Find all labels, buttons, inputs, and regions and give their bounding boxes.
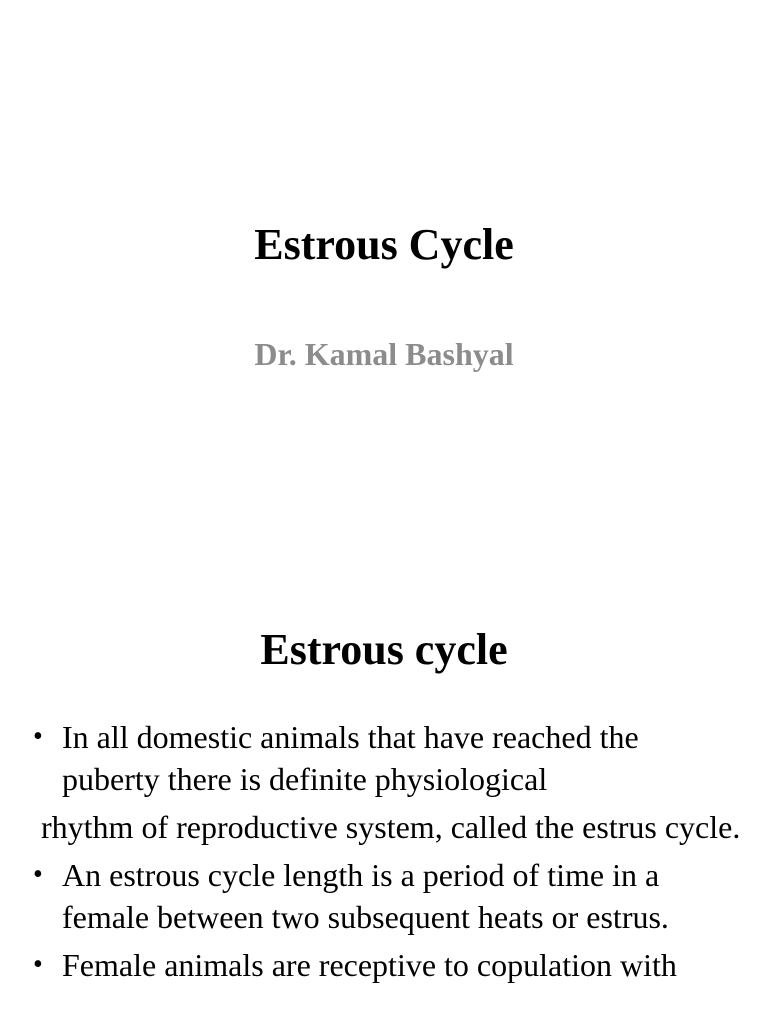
bullet-text: In all domestic animals that have reached the puberty there is definite physiological — [62, 719, 639, 797]
bullet-item — [33, 944, 743, 986]
presentation-title: Estrous Cycle — [254, 220, 514, 269]
bullet-item — [33, 716, 743, 800]
bullet-text: An estrous cycle length is a period of time in a female between two subsequent heats or estrus. — [62, 857, 669, 935]
bullet-item — [33, 854, 743, 938]
continuation-text: rhythm of reproductive system, called the estrus cycle. — [33, 809, 741, 845]
bullet-icon: • — [33, 859, 43, 890]
author-name: Dr. Kamal Bashyal — [254, 336, 514, 372]
content-slide — [0, 576, 768, 1024]
bullet-text: Female animals are receptive to copulation with — [62, 947, 677, 983]
bullet-icon: • — [33, 721, 43, 752]
bullet-icon: • — [33, 949, 43, 980]
slide-title: Estrous cycle — [260, 625, 508, 674]
slide-body — [33, 716, 743, 992]
